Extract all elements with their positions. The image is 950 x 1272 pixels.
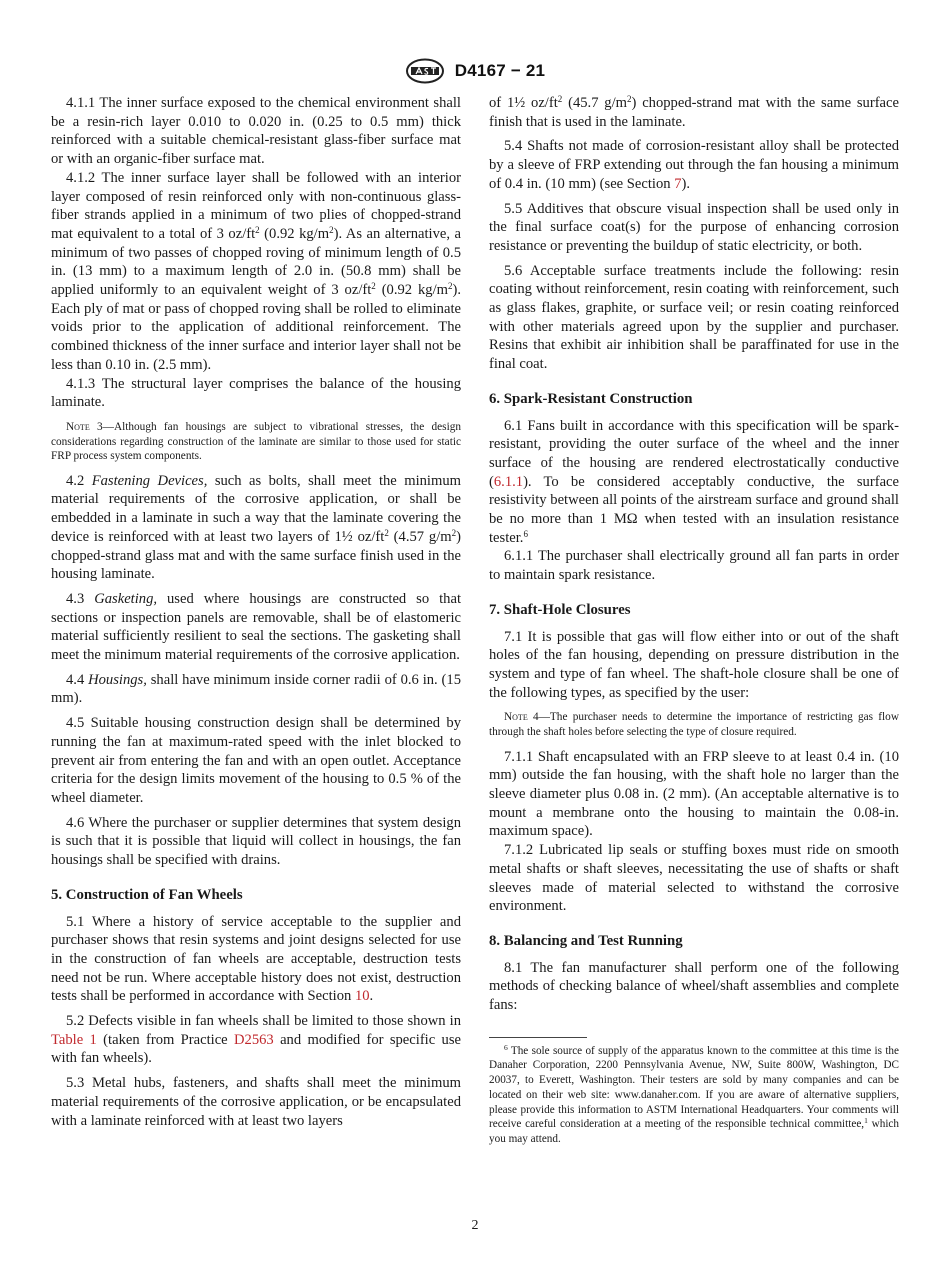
section-10-link[interactable]: 10 [354,988,370,1005]
table-1-link[interactable]: Table 1 [51,1031,97,1048]
footnote-6: $^6$ The sole source of supply of the apparatus known to the committee at this time is the Danaher Corporation, 2200 Pennsylvania Avenue, NW, Suite 800W, Washington, DC 20037, to Everett, Washington. Their testers are sold by many companies and can be located on their web site: www.danaher.com. If you are aware of alternative suppliers, please provide this information to ASTM International Headquarters. Your comments will receive careful consideration at a meeting of the responsible technical committee,$^1$ which you may attend. [489,1042,899,1145]
paragraph-4-3: 4.3 Gasketing, used where housings are constructed so that sections or inspection panels are removable, shall be of elastomeric material sufficiently resilient to seal the sections. The gasketing shall meet the minimum material requirements of the corrosive application. [51,590,461,664]
paragraph-6-1-1: 6.1.1 The purchaser shall electrically ground all fan parts in order to maintain spark resistance. [489,548,899,584]
paragraph-5-4: 5.4 Shafts not made of corrosion-resistant alloy shall be protected by a sleeve of FRP extending out through the fan housing a minimum of 0.4 in. (10 mm) (see Section 7). [489,138,899,192]
section-7-heading: 7. Shaft-Hole Closures [489,601,631,618]
footnote-ref-6: 6 [523,528,528,539]
paragraph-5-1: 5.1 Where a history of service acceptable to the supplier and purchaser shows that resin systems and joint designs selected for use in the construction of fan wheels are acceptable, destruction tests need not be run. Where acceptable history does not exist, destruction tests shall be performed in accordance with Section 10. [51,913,461,1005]
paragraph-4-1-2: 4.1.2 The inner surface layer shall be followed with an interior layer composed of resin reinforced only with non-continuous glass-fiber strands applied in a minimum of two plies of chopped-strand mat equivalent to a total of 3 $oz/ft^2$ (0.92 $kg/m^2$). As an alternative, a minimum of two passes of chopped roving of minimum length of 0.5 in. (13 mm) to a maximum length of 2.0 in. (50.8 mm) shall be applied uniformly to an equivalent weight of 3 $oz/ft^2$ (0.92 $kg/m^2$). Each ply of mat or pass of chopped roving shall be rolled to eliminate voids prior to the application of additional reinforcement. The combined thickness of the inner surface and interior layer shall not be less than 0.10 in. (2.5 mm). [51,169,462,373]
page-number: 2 [471,1218,479,1233]
paragraph-7-1-2: 7.1.2 Lubricated lip seals or stuffing boxes must ride on smooth metal shafts or shaft sleeves, necessitating the use of shafts or shaft sleeves made of material selected to withstand the corrosive environment. [489,842,899,915]
paragraph-4-1-3: 4.1.3 The structural layer comprises the balance of the housing laminate. [51,375,461,411]
paragraph-8-1: 8.1 The fan manufacturer shall perform one of the following methods of checking balance of wheel/shaft assemblies and complete fans: [489,959,899,1014]
paragraph-5-6: 5.6 Acceptable surface treatments include the following: resin coating without reinforcement, resin coating with reinforcement, such as glass flakes, graphite, or surface veil; or resin coating reinforced with other materials agreed upon by the supplier and purchaser. Resins that exhibit air inhibition shall be paraffinated for use in the final coat. [489,262,899,373]
section-6-heading: 6. Spark-Resistant Construction [489,390,693,407]
paragraph-5-2: 5.2 Defects visible in fan wheels shall be limited to those shown in Table 1 (taken from Practice D2563 and modified for specific use with fan wheels). [51,1013,461,1067]
left-column [51,94,461,1136]
paragraph-6-1: 6.1 Fans built in accordance with this specification will be spark-resistant, providing the outer surface of the wheel and the inner surface of the housing are rendered electrostatically conductive (6.1.1). To be considered acceptably conductive, the surface resistivity between all points of the airstream surface and ground shall be no more than 1 MΩ when tested with an insulation resistance tester.$^6$ [489,417,899,546]
footnote-divider [489,1037,587,1038]
astm-logo-icon [405,58,445,84]
page-header [0,58,950,88]
document-id: D4167 − 21 [454,61,546,80]
paragraph-4-1-1: 4.1.1 The inner surface exposed to the chemical environment shall be a resin-rich layer 0.010 to 0.020 in. (0.25 to 0.5 mm) thick reinforced with a suitable chemical-resistant glass-fiber surface mat or with an organic-fiber surface mat. [51,95,461,168]
right-column [489,94,899,1147]
section-8-heading: 8. Balancing and Test Running [489,932,683,949]
section-7-link[interactable]: 7 [674,175,682,192]
d2563-link[interactable]: D2563 [234,1031,274,1048]
paragraph-7-1: 7.1 It is possible that gas will flow either into or out of the shaft holes of the fan housing, depending on pressure distribution in the system and type of fan wheel. The shaft-hole closure shall be one of the following types, as specified by the user: [489,628,899,701]
section-5-heading: 5. Construction of Fan Wheels [51,886,243,903]
paragraph-4-4: 4.4 Housings, shall have minimum inside corner radii of 0.6 in. (15 mm). [51,671,461,707]
paragraph-5-5: 5.5 Additives that obscure visual inspection shall be used only in the final surface coat(s) for the purpose of enhancing corrosion resistance or preventing the buildup of static electricity, or both. [489,200,899,254]
paragraph-4-2: 4.2 Fastening Devices, such as bolts, shall meet the minimum material requirements of the corrosive application, or shall be embedded in a laminate in such a way that the laminate covering the device is reinforced with at least two layers of 1½ $oz/ft^2$ (4.57 $g/m^2$) chopped-strand glass mat and with the same surface finish used in the housing laminate. [51,472,461,583]
paragraph-7-1-1: 7.1.1 Shaft encapsulated with an FRP sleeve to at least 0.4 in. (10 mm) outside the fan housing, with the shaft hole no larger than the sleeve diameter plus 0.08 in. (2 mm). (An acceptable alternative is to mount a membrane onto the housing to maintain the 0.08-in. maximum space). [489,748,899,840]
section-6-1-1-link[interactable]: 6.1.1 [493,473,524,490]
paragraph-4-5: 4.5 Suitable housing construction design shall be determined by running the fan at maximum-rated speed with the inlet blocked to prevent air from entering the fan and with an open outlet. Acceptance criteria for the design limits movement of the housing to 0.5 % of the wheel diameter. [51,715,461,806]
paragraph-5-3-continued: of 1½ $oz/ft^2$ (45.7 $g/m^2$) chopped-strand mat with the same surface finish that is used in the laminate. [489,94,899,130]
note-4: Note 4—The purchaser needs to determine the importance of restricting gas flow through the shaft holes before selecting the type of closure required. [489,711,899,738]
paragraph-4-6: 4.6 Where the purchaser or supplier determines that system design is such that it is possible that liquid will collect in housings, the fan housings shall be specified with drains. [51,814,461,869]
paragraph-5-3: 5.3 Metal hubs, fasteners, and shafts shall meet the minimum material requirements of the corrosive application, or be encapsulated with a laminate reinforced with at least two layers [51,1075,461,1129]
note-3: Note 3—Although fan housings are subject to vibrational stresses, the design considerations regarding construction of the laminate are similar to those used for static FRP process system components. [51,420,461,463]
